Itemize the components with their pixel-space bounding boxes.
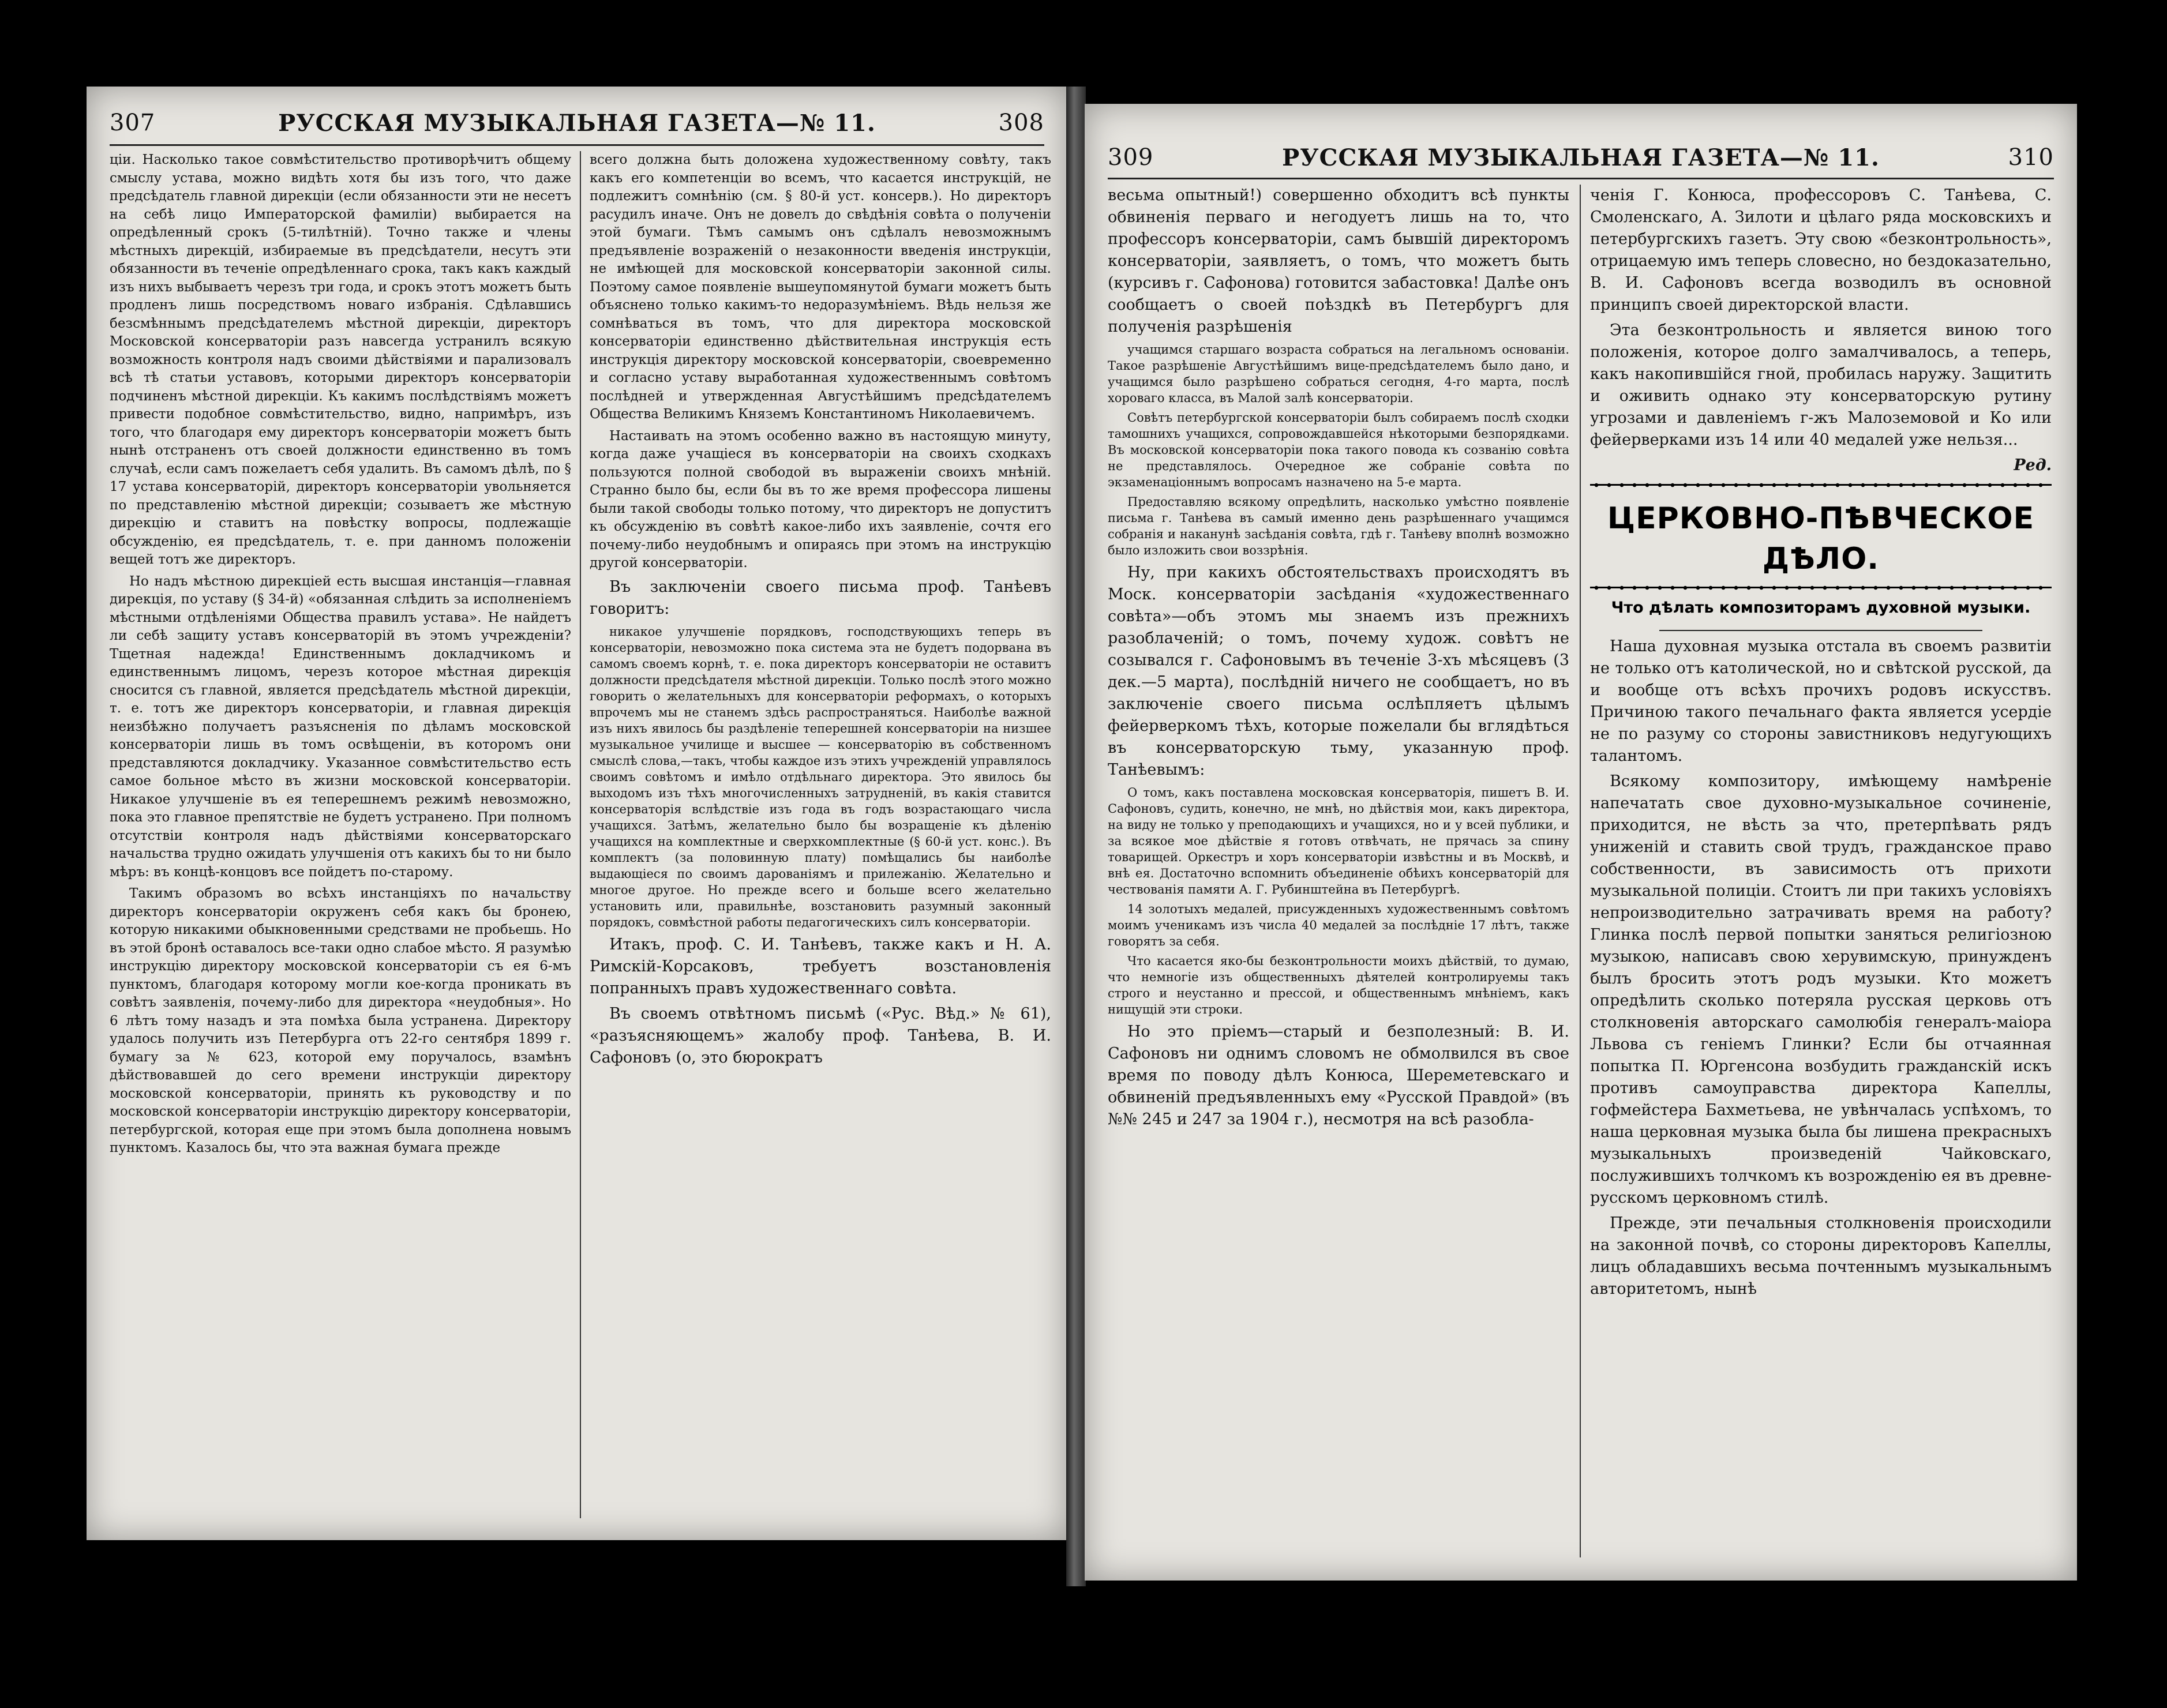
right-page-column-1 xyxy=(1108,185,1569,1563)
thin-rule xyxy=(1659,630,1982,631)
page-number-307: 307 xyxy=(110,110,156,136)
quoted-paragraph: учащимся старшаго возраста собраться на легальномъ основаніи. Такое разрѣшеніе Августѣйшимъ вице-предсѣдателемъ было дано, и учащимся было разрѣшено собраться сегодня, 4-го марта, послѣ хороваго класса, въ Малой залѣ консерваторіи. xyxy=(1108,343,1569,405)
column-rule xyxy=(580,151,581,1518)
right-page xyxy=(1085,104,2077,1581)
section-subtitle: Что дѣлать композиторамъ духовной музыки. xyxy=(1611,599,2031,617)
newspaper-title: РУССКАЯ МУЗЫКАЛЬНАЯ ГАЗЕТА—№ 11. xyxy=(1282,144,1880,171)
paragraph: ціи. Насколько такое совмѣстительство противорѣчитъ общему смыслу устава, можно видѣть хотя бы изъ того, что даже предсѣдатель главной дирекціи (если обязанности эти не несетъ на себѣ лицо Императорской фамиліи) выбирается на опредѣленный срокъ (5-тилѣтній). Точно также и члены мѣстныхъ дирекцій, избираемые въ предсѣдатели, несутъ эти обязанности въ теченіе опредѣленнаго срока, такъ какъ каждый изъ нихъ выбываетъ черезъ три года, и срокъ этотъ можетъ быть продленъ лишь посредствомъ новаго избранія. Сдѣлавшись безсмѣннымъ предсѣдателемъ мѣстной дирекціи, директоръ Московской консерваторіи разъ навсегда устранилъ всякую возможность контроля надъ своими дѣйствіями и парализовалъ всѣ тѣ статьи уставовъ, которыми директоръ консерваторіи подчиненъ мѣстной дирекціи. Къ какимъ послѣдствіямъ можетъ привести подобное совмѣстительство, видно, напримѣръ, изъ того, что благодаря ему директоръ консерваторіи можетъ быть нынѣ отстраненъ отъ своей должности единственно въ томъ случаѣ, если самъ пожелаетъ себя удалить. Въ самомъ дѣлѣ, по § 17 устава консерваторій, директоръ консерваторіи увольняется по представленію мѣстной дирекціи; созываетъ же мѣстную дирекцію и ставитъ на повѣстку вопросы, подлежащіе обсужденію, ея предсѣдатель, т. е. при данномъ положеніи вещей тотъ же директоръ. xyxy=(110,152,571,567)
paragraph: Въ своемъ отвѣтномъ письмѣ («Рус. Вѣд.» № 61), «разъясняющемъ» жалобу проф. Танѣева, В. И. Сафоновъ (о, это бюрократъ xyxy=(590,1004,1051,1067)
decorative-rule xyxy=(1590,482,2052,488)
page-number-308: 308 xyxy=(998,110,1044,136)
section-title: ЦЕРКОВНО-ПѢВЧЕСКОЕ ДѢЛО. xyxy=(1607,501,2035,576)
editor-signature: Ред. xyxy=(2014,456,2052,474)
newspaper-title: РУССКАЯ МУЗЫКАЛЬНАЯ ГАЗЕТА—№ 11. xyxy=(278,110,876,137)
header-rule xyxy=(110,144,1044,146)
quoted-paragraph: Что касается яко-бы безконтрольности моихъ дѣйствій, то думаю, что немногіе изъ общественныхъ дѣятелей контролируемы такъ строго и неустанно и прессой, и общественнымъ мнѣніемъ, какъ нищущій эти строки. xyxy=(1108,954,1569,1016)
left-page-column-2 xyxy=(590,151,1051,1524)
paragraph: Но надъ мѣстною дирекціей есть высшая инстанція—главная дирекція, по уставу (§ 34-й) «обязанная слѣдить за исполненіемъ мѣстными отдѣленіями Общества правилъ устава». Не найдетъ ли себѣ защиту уставъ консерваторій въ этомъ учрежденіи? Тщетная надежда! Единственнымъ докладчикомъ и единственнымъ лицомъ, черезъ которое мѣстная дирекція сносится съ главной, является предсѣдатель мѣстной дирекціи, т. е. тотъ же директоръ консерваторіи, и главная дирекція неизбѣжно получаетъ разъясненія по дѣламъ московской консерваторіи лишь въ томъ освѣщеніи, въ которомъ они представляются докладчику. Указанное совмѣстительство есть самое больное мѣсто въ жизни московской консерваторіи. Никакое улучшеніе въ ея теперешнемъ режимѣ невозможно, пока это главное препятствіе не будетъ устранено. При полномъ отсутствіи контроля надъ дѣйствіями консерваторскаго начальства трудно ожидать улучшенія отъ какихъ бы то ни было мѣръ: въ концѣ-концовъ все пойдетъ по-старому. xyxy=(110,573,571,880)
quoted-paragraph: Предоставляю всякому опредѣлить, насколько умѣстно появленіе письма г. Танѣева въ самый именно день разрѣшеннаго учащимся собранія и наканунѣ засѣданія совѣта, гдѣ г. Танѣеву вполнѣ возможно было изложить свои воззрѣнія. xyxy=(1108,495,1569,557)
paragraph: Настаивать на этомъ особенно важно въ настоящую минуту, когда даже учащіеся въ консерваторіи на своихъ сходкахъ пользуются полной свободой въ выраженіи своихъ мнѣній. Странно было бы, если бы въ то же время профессора лишены были такой свободы только потому, что директоръ не допуститъ къ обсужденію въ совѣтѣ какое-либо ихъ заявленіе, сочтя его почему-либо неудобнымъ и опираясь при этомъ на инструкцію другой консерваторіи. xyxy=(590,428,1051,570)
left-page-column-1 xyxy=(110,151,571,1524)
paragraph: Эта безконтрольность и является виною того положенія, которое долго замалчивалось, а теперь, какъ накопившійся гной, пробилась наружу. Защитить и оживить однако эту консерваторскую рутину угрозами и давленіемъ г-жъ Малоземовой и Ко или фейерверками изъ 14 или 40 медалей уже нельзя... xyxy=(1590,321,2052,449)
paragraph: Ну, при какихъ обстоятельствахъ происходятъ въ Моск. консерваторіи засѣданія «художественнаго совѣта»—объ этомъ мы знаемъ изъ прежнихъ разоблаченій; о томъ, почему худож. совѣтъ не созывался г. Сафоновымъ въ теченіе 3-хъ мѣсяцевъ (3 дек.—5 марта), послѣдній ничего не сообщаетъ, но въ заключеніе своего письма ослѣпляетъ цѣлымъ фейерверкомъ тѣхъ, которые пожелали бы вглядѣться въ консерваторскую тьму, указанную проф. Танѣевымъ: xyxy=(1108,564,1569,779)
quoted-paragraph: Совѣтъ петербургской консерваторіи былъ собираемъ послѣ сходки тамошнихъ учащихся, сопровождавшейся нѣкоторыми безпорядками. Въ московской консерваторіи пока такого повода къ созванію совѣта не представлялось. Очередное же собраніе совѣта по экзаменаціоннымъ вопросамъ назначено на 5-е марта. xyxy=(1108,411,1569,489)
right-page-header xyxy=(1108,144,2054,173)
decorative-rule xyxy=(1590,585,2052,591)
paragraph: весьма опытный!) совершенно обходитъ всѣ пункты обвиненія перваго и негодуетъ лишь на то, что профессоръ консерваторіи, самъ бывшій директоромъ консерваторіи, заявляетъ, о томъ, что можетъ быть (курсивъ г. Сафонова) готовится забастовка! Далѣе онъ сообщаетъ о своей поѣздкѣ въ Петербургъ для полученія разрѣшенія xyxy=(1108,186,1569,336)
left-page-header xyxy=(110,110,1044,138)
quoted-paragraph: 14 золотыхъ медалей, присужденныхъ художественнымъ совѣтомъ моимъ ученикамъ изъ числа 40 медалей за послѣдніе 17 лѣтъ, также говорятъ за себя. xyxy=(1108,902,1569,948)
book-gutter xyxy=(1066,87,1086,1586)
paragraph: Наша духовная музыка отстала въ своемъ развитіи не только отъ католической, но и свѣтской русской, да и вообще отъ всѣхъ прочихъ родовъ искусствъ. Причиною такого печальнаго факта является усердіе не по разуму со стороны завистниковъ недугующихъ талантомъ. xyxy=(1590,637,2052,765)
header-rule xyxy=(1108,178,2054,179)
paragraph: Итакъ, проф. С. И. Танѣевъ, также какъ и Н. А. Римскій-Корсаковъ, требуетъ возстановленія попранныхъ правъ художественнаго совѣта. xyxy=(590,935,1051,997)
left-page xyxy=(87,87,1067,1540)
page-number-310: 310 xyxy=(2008,144,2054,171)
paragraph: Прежде, эти печальныя столкновенія происходили на законной почвѣ, со стороны директоровъ Капеллы, лицъ обладавшихъ весьма почтеннымъ музыкальнымъ авторитетомъ, нынѣ xyxy=(1590,1214,2052,1298)
right-page-column-2 xyxy=(1590,185,2052,1563)
paragraph: Всякому композитору, имѣющему намѣреніе напечатать свое духовно-музыкальное сочиненіе, приходится, не вѣсть за что, претерпѣвать рядъ униженій и ставить свой трудъ, гражданское право собственности, въ зависимость отъ прихоти музыкальной полиціи. Стоитъ ли при такихъ условіяхъ непроизводительно затрачивать время на работу? Глинка послѣ первой попытки заняться религіозною музыкою, написавъ свою херувимскую, принужденъ былъ бросить этотъ родъ музыки. Кто можетъ опредѣлить сколько потеряла русская церковь отъ столкновенія авторскаго самолюбія генералъ-маіора Львова съ геніемъ Глинки? Если бы отчаянная попытка П. Юргенсона возбудить гражданскій искъ противъ самоуправства директора Капеллы, гофмейстера Бахметьева, не увѣнчалась успѣхомъ, то наша церковная музыка была бы лишена прекрасныхъ музыкальныхъ произведеній Чайковскаго, послужившихъ толчкомъ къ возрожденію ея въ древне-русскомъ церковномъ стилѣ. xyxy=(1590,772,2052,1207)
paragraph: ченія Г. Конюса, профессоровъ С. Танѣева, С. Смоленскаго, А. Зилоти и цѣлаго ряда московскихъ и петербургскихъ газетъ. Эту свою «безконтрольность», отрицаемую имъ теперь словесно, но бездоказательно, В. И. Сафоновъ всегда возводилъ въ основной принципъ своей директорской власти. xyxy=(1590,186,2052,314)
column-rule xyxy=(1580,185,1581,1557)
paragraph: Но это пріемъ—старый и безполезный: В. И. Сафоновъ ни однимъ словомъ не обмолвился въ свое время по поводу дѣлъ Конюса, Шереметевскаго и обвиненій предъявленныхъ ему «Русской Правдой» (въ №№ 245 и 247 за 1904 г.), несмотря на всѣ разобла- xyxy=(1108,1023,1569,1128)
paragraph: Въ заключеніи своего письма проф. Танѣевъ говоритъ: xyxy=(590,577,1051,618)
paragraph: Такимъ образомъ во всѣхъ инстанціяхъ по начальству директоръ консерваторіи окруженъ себя какъ бы бронею, которую никакими обыкновенными средствами не пробьешь. Но въ этой бронѣ оставалось все-таки одно слабое мѣсто. Я разумѣю инструкцію директору московской консерваторіи съ ея 6-мъ пунктомъ, благодаря которому могли кое-когда проникать въ совѣтъ заявленія, почему-либо для директора «неудобныя». Но 6 лѣтъ тому назадъ и эта помѣха была устранена. Директору удалось получить изъ Петербурга отъ 22-го сентября 1899 г. бумагу за № 623, которой ему поручалось, взамѣнъ дѣйствовавшей до сего времени инструкціи директору московской консерваторіи, принять къ руководству и по московской консерваторіи инструкцію директору консерваторіи, петербургской, которая еще при этомъ была дополнена новымъ пунктомъ. Казалось бы, что эта важная бумага прежде xyxy=(110,886,571,1155)
quoted-paragraph: О томъ, какъ поставлена московская консерваторія, пишетъ В. И. Сафоновъ, судить, конечно, не мнѣ, но дѣйствія мои, какъ директора, на виду не только у преподающихъ и учащихся, но и у всей публики, и за всякое мое дѣйствіе я готовъ отвѣчать, не прячась за спину товарищей. Оркестръ и хоръ консерваторіи извѣстны и въ Москвѣ, и внѣ ея. Достаточно вспомнить объединеніе обѣихъ консерваторій для чествованія памяти А. Г. Рубинштейна въ Петербургѣ. xyxy=(1108,786,1569,896)
paragraph: всего должна быть доложена художественному совѣту, такъ какъ его компетенціи во всемъ, что касается инструкцій, не подлежитъ сомнѣнію (см. § 80-й уст. консерв.). Но директоръ расудилъ иначе. Онъ не довелъ до свѣдѣнія совѣта о полученіи этой бумаги. Тѣмъ самымъ онъ сдѣлалъ невозможнымъ предъявленіе возраженій о незаконности введенія инструкціи, не имѣющей для московской консерваторіи законной силы. Поэтому самое появленіе вышеупомянутой бумаги можетъ быть объяснено только какимъ-то недоразумѣніемъ. Вѣдь нельзя же сомнѣваться въ томъ, что для директора московской консерваторіи единственно дѣйствительная инструкція есть инструкція директору московской консерваторіи, своевременно и согласно уставу выработанная художественнымъ совѣтомъ послѣдней и утвержденная Августѣйшимъ предсѣдателемъ Общества Великимъ Княземъ Константиномъ Николаевичемъ. xyxy=(590,152,1051,422)
page-number-309: 309 xyxy=(1108,144,1154,171)
quoted-paragraph: никакое улучшеніе порядковъ, господствующихъ теперь въ консерваторіи, невозможно пока система эта не будетъ подорвана въ самомъ своемъ корнѣ, т. е. пока директоръ консерваторіи не оставитъ должности предсѣдателя мѣстной дирекціи. Только послѣ этого можно говорить о желательныхъ для консерваторіи реформахъ, о которыхъ впрочемъ мы не станемъ здѣсь распространяться. Наиболѣе важной изъ нихъ явилось бы раздѣленіе теперешней консерваторіи на низшее музыкальное училище и высшее — консерваторію въ собственномъ смыслѣ слова,—такъ, чтобы каждое изъ этихъ учрежденій управлялось своимъ совѣтомъ и имѣло отдѣльнаго директора. Это явилось бы выходомъ изъ тѣхъ многочисленныхъ затрудненій, въ какія ставится консерваторія вслѣдствіе изъ года въ годъ возрастающаго числа учащихся. Затѣмъ, желательно было бы возращеніе къ дѣленію учащихся на комплектные и сверхкомплектные (§ 60-й уст. конс.). Въ комплектъ (за половинную плату) помѣщались бы наиболѣе выдающіеся по своимъ дарованіямъ и прилежанію. Желательно и многое другое. Но прежде всего и больше всего желательно установить или, правильнѣе, возстановить разумный законный порядокъ, совмѣстной работы педагогическихъ силъ консерваторіи. xyxy=(590,624,1051,929)
